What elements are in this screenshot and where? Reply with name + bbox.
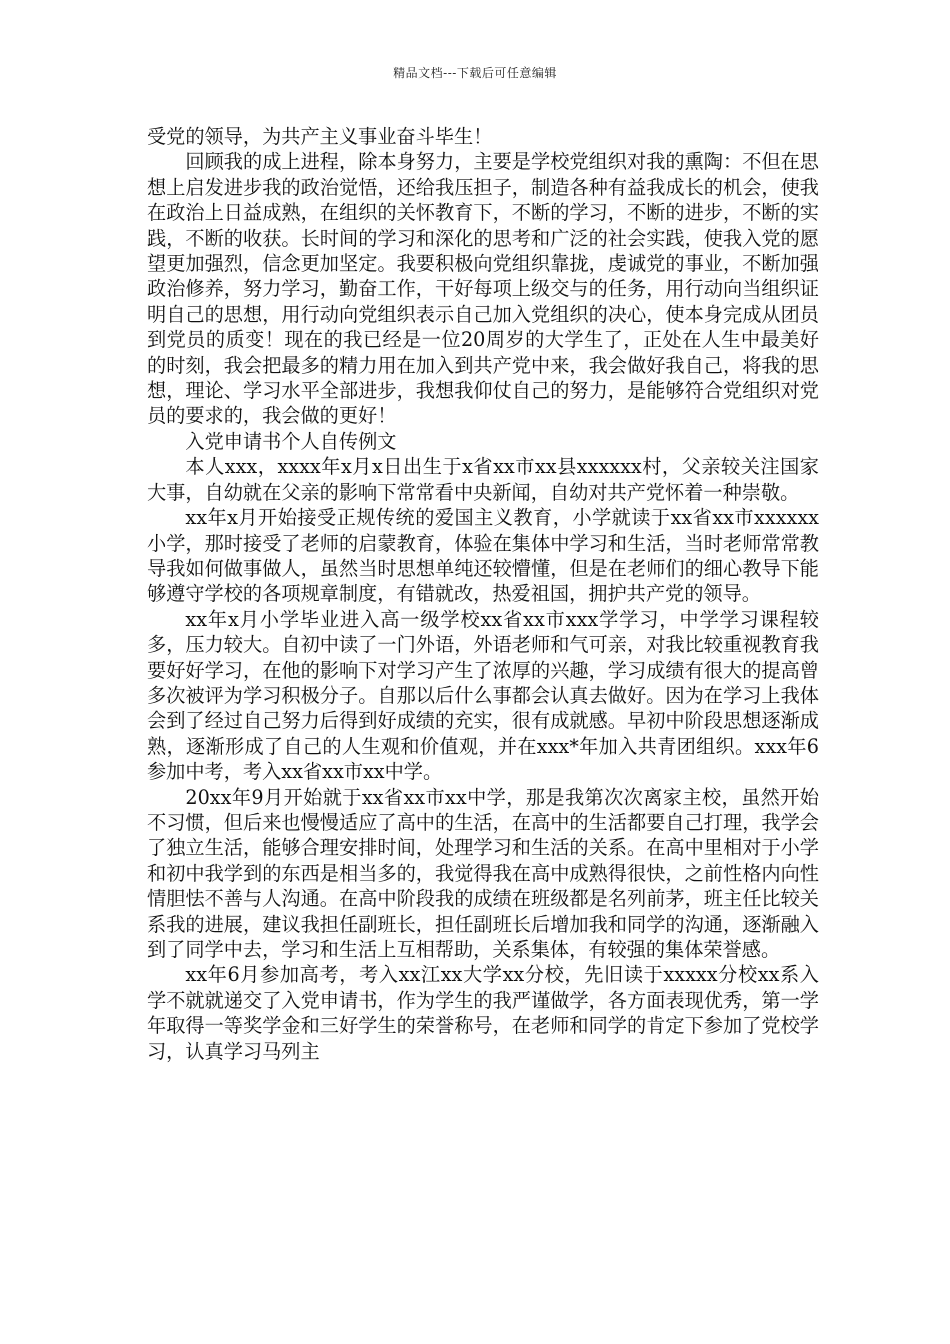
paragraph: 受党的领导，为共产主义事业奋斗毕生！ (147, 125, 493, 148)
paragraph: xx年x月开始接受正规传统的爱国主义教育，小学就读于xx省xx市xxxxxx小学，那时接受了老师的启蒙教育，体验在集体中学习和生活，当时老师常常教导我如何做事做人，虽然当时思想单纯还较懵懂，但是在老师们的细心教导下能够遵守学校的各项规章制度，有错就改，热爱祖国，拥护共产党的领导。 (147, 506, 819, 606)
section-title: 入党申请书个人自传例文 (185, 429, 397, 453)
paragraph: xx年x月小学毕业进入高一级学校xx省xx市xxx学学习，中学学习课程较多，压力较大。自初中读了一门外语，外语老师和气可亲，对我比较重视教育我要好好学习，在他的影响下对学习产生了浓厚的兴趣，学习成绩有很大的提高曾多次被评为学习积极分子。自那以后什么事都会认真去做好。因为在学习上我体会到了经过自己努力后得到好成绩的充实，很有成就感。早初中阶段思想逐渐成熟，逐渐形成了自己的人生观和价值观，并在xxx*年加入共青团组织。xxx年6参加中考，考入xx省xx市xx中学。 (147, 607, 819, 784)
paragraph: 20xx年9月开始就于xx省xx市xx中学，那是我第次次离家主校，虽然开始不习惯，但后来也慢慢适应了高中的生活，在高中的生活都要自己打理，我学会了独立生活，能够合理安排时间，处理学习和生活的关系。在高中里相对于小学和初中我学到的东西是相当多的，我觉得我在高中成熟得很快，之前性格内向性情胆怯不善与人沟通。在高中阶段我的成绩在班级都是名列前茅，班主任比较关系我的进展，建议我担任副班长，担任副班长后增加我和同学的沟通，逐渐融入到了同学中去，学习和生活上互相帮助，关系集体，有较强的集体荣誉感。 (147, 785, 819, 961)
document-body (147, 124, 819, 1064)
paragraph: xx年6月参加高考，考入xx江xx大学xx分校，先旧读于xxxxx分校xx系入学不就就递交了入党申请书，作为学生的我严谨做学，各方面表现优秀，第一学年取得一等奖学金和三好学生的荣誉称号，在老师和同学的肯定下参加了党校学习，认真学习马列主 (147, 963, 819, 1063)
paragraph: 回顾我的成上进程，除本身努力，主要是学校党组织对我的熏陶：不但在思想上启发进步我的政治觉悟，还给我压担子，制造各种有益我成长的机会，使我在政治上日益成熟，在组织的关怀教育下，不断的学习，不断的进步，不断的实践，不断的收获。长时间的学习和深化的思考和广泛的社会实践，使我入党的愿望更加强烈，信念更加坚定。我要积极向党组织靠拢，虔诚党的事业，不断加强政治修养，努力学习，勤奋工作，干好每项上级交与的任务，用行动向当组织证明自己的思想，用行动向党组织表示自己加入党组织的决心，使本身完成从团员到党员的质变！现在的我已经是一位20周岁的大学生了，正处在人生中最美好的时刻，我会把最多的精力用在加入到共产党中来，我会做好我自己，将我的思想，理论、学习水平全部进步，我想我仰仗自己的努力，是能够符合党组织对党员的要求的，我会做的更好！ (147, 150, 819, 428)
paragraph: 本人xxx，xxxx年x月x日出生于x省xx市xx县xxxxxx村，父亲较关注国家大事，自幼就在父亲的影响下常常看中央新闻，自幼对共产党怀着一种崇敬。 (147, 455, 819, 504)
page-header: 精品文档---下载后可任意编辑 (393, 66, 557, 80)
